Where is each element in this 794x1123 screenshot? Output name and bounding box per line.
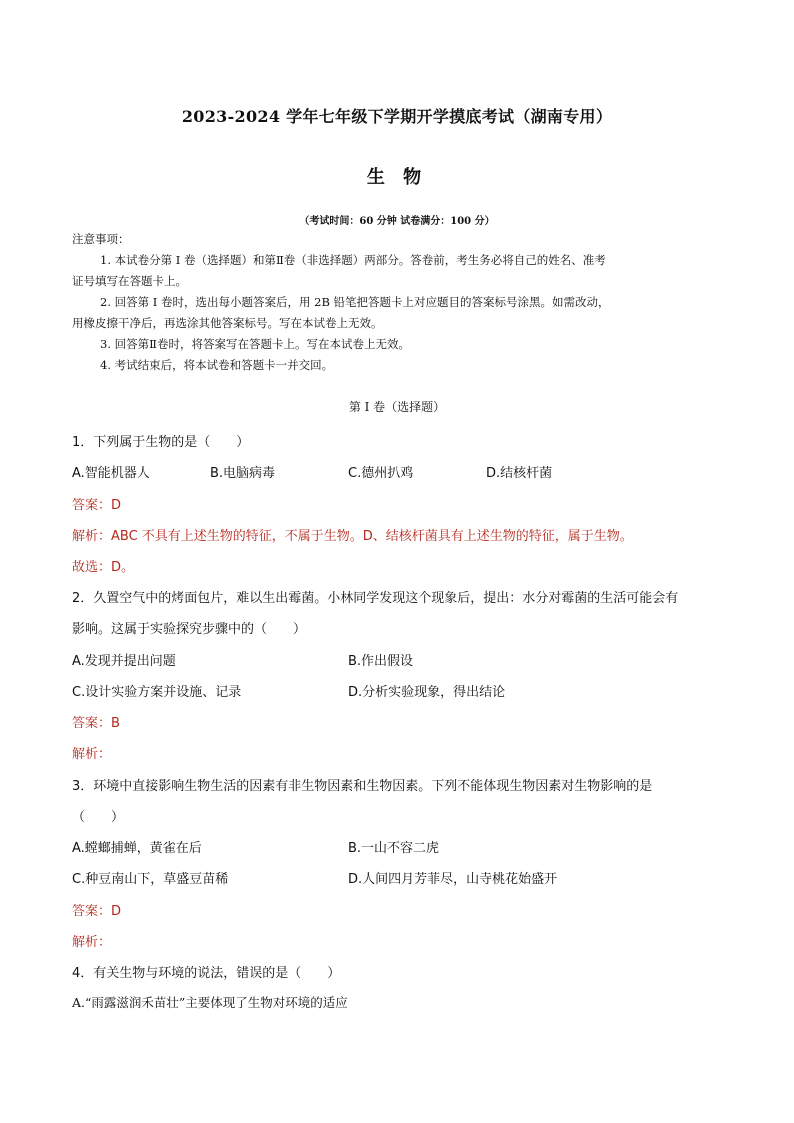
question-2-option-b: B.作出假设 [348,654,414,669]
question-1-option-b: B.电脑病毒 [210,466,276,481]
question-1-conclusion: 故选：D。 [72,560,135,575]
question-2-option-a: A.发现并提出问题 [72,654,176,669]
question-3-analysis: 解析： [72,935,112,950]
question-1-option-a: A.智能机器人 [72,466,150,481]
question-3-option-d: D.人间四月芳菲尽，山寺桃花始盛开 [348,872,558,887]
question-4-option-a: A.“雨露滋润禾苗壮”主要体现了生物对环境的适应 [72,995,348,1010]
notice-item-1-line-2: 证号填写在答题卡上。 [72,274,187,288]
question-1-analysis: 解析：ABC 不具有上述生物的特征，不属于生物。D、结核杆菌具有上述生物的特征，属于生物。 [72,529,633,544]
question-4-stem: 4．有关生物与环境的说法，错误的是（ ） [72,966,341,981]
question-2-option-c: C.设计实验方案并设施、记录 [72,685,242,700]
question-3-answer: 答案：D [72,904,122,919]
question-2-stem-line-1: 2．久置空气中的烤面包片，难以生出霉菌。小林同学发现这个现象后，提出：水分对霉菌的生活可能会有 [72,591,679,606]
exam-title: 2023-2024 学年七年级下学期开学摸底考试（湖南专用） [181,107,613,126]
section-title: 第 I 卷（选择题） [348,400,446,414]
notice-item-2-line-1: 2. 回答第 I 卷时，选出每小题答案后，用 2B 铅笔把答题卡上对应题目的答案标号涂黑。如需改动， [100,295,610,309]
exam-info: （考试时间：60 分钟 试卷满分：100 分） [299,216,495,227]
notice-item-3: 3. 回答第Ⅱ卷时，将答案写在答题卡上。写在本试卷上无效。 [100,337,410,351]
question-1-option-c: C.德州扒鸡 [348,466,414,481]
question-2-answer: 答案：B [72,716,120,731]
question-2-stem-line-2: 影响。这属于实验探究步骤中的（ ） [72,622,307,637]
question-3-stem-line-1: 3．环境中直接影响生物生活的因素有非生物因素和生物因素。下列不能体现生物因素对生物影响的是 [72,779,653,794]
notice-heading: 注意事项： [72,232,130,246]
notice-item-2-line-2: 用橡皮擦干净后，再选涂其他答案标号。写在本试卷上无效。 [72,316,383,330]
question-2-option-d: D.分析实验现象，得出结论 [348,685,506,700]
question-1-option-d: D.结核杆菌 [486,466,553,481]
subject-title: 生 物 [366,167,428,188]
question-3-option-a: A.螳螂捕蝉，黄雀在后 [72,841,202,856]
question-3-stem-line-2: （ ） [72,810,125,825]
question-2-analysis: 解析： [72,747,112,762]
question-3-option-b: B.一山不容二虎 [348,841,440,856]
notice-item-1-line-1: 1. 本试卷分第 I 卷（选择题）和第Ⅱ卷（非选择题）两部分。答卷前，考生务必将自己的姓名、准考 [100,253,606,267]
notice-item-4: 4. 考试结束后，将本试卷和答题卡一并交回。 [100,358,334,372]
question-1-stem: 1．下列属于生物的是（ ） [72,435,250,450]
question-1-answer: 答案：D [72,498,122,513]
question-3-option-c: C.种豆南山下，草盛豆苗稀 [72,872,229,887]
